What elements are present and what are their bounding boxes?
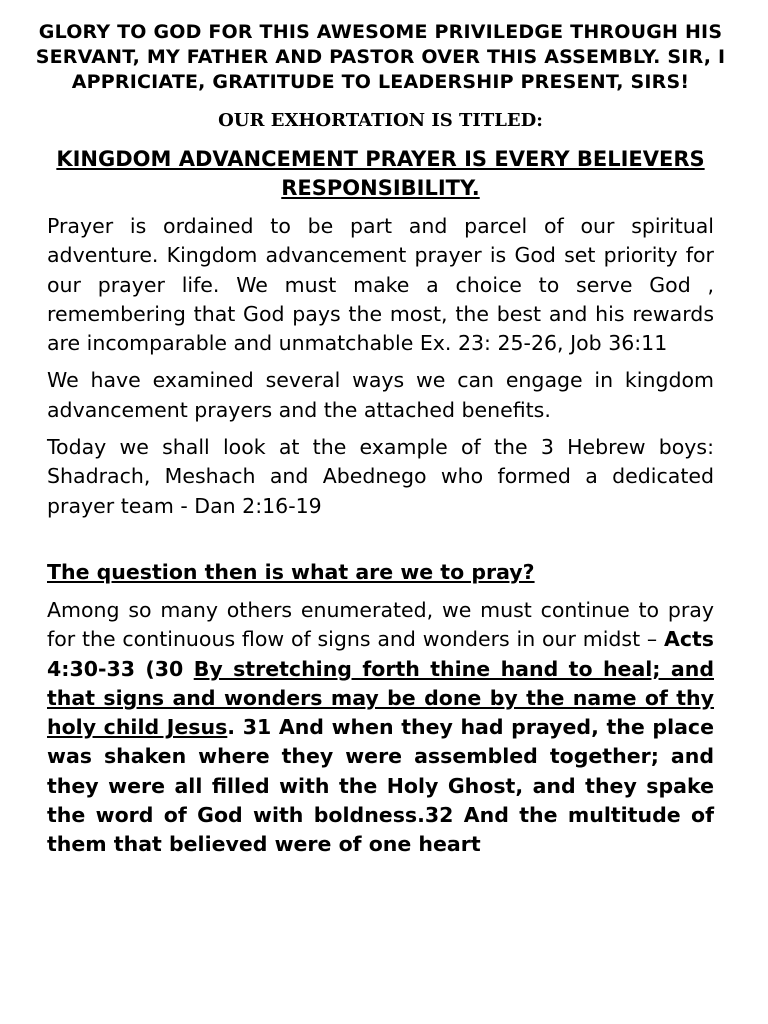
- scripture-underlined-quote: By stretching forth thine hand to heal; and that signs and wonders may be done by the name of thy holy child Jesus: [47, 656, 714, 740]
- paragraph-signs-and-wonders: [47, 596, 714, 860]
- exhortation-subtitle: OUR EXHORTATION IS TITLED:: [218, 110, 543, 131]
- document-title: KINGDOM ADVANCEMENT PRAYER IS EVERY BELIEVERS RESPONSIBILITY.: [56, 147, 705, 200]
- paragraph-prayer-ordained: Prayer is ordained to be part and parcel of our spiritual adventure. Kingdom advancement prayer is God set priority for our prayer life. We must make a choice to serve God , remembering that God pays the most, the best and his rewards are incomparable and unmatchable Ex. 23: 25-26, Job 36:11: [47, 214, 714, 356]
- paragraph-hebrew-boys: Today we shall look at the example of the 3 Hebrew boys: Shadrach, Meshach and Abednego who formed a dedicated prayer team - Dan 2:16-19: [47, 435, 714, 518]
- scripture-reference: Acts 4:30-33 (30: [47, 627, 714, 681]
- document-page: [35, 20, 726, 860]
- paragraph-examined-ways: We have examined several ways we can engage in kingdom advancement prayers and the attached benefits.: [47, 368, 714, 422]
- paragraph-lead-text: Among so many others enumerated, we must continue to pray for the continuous flow of signs and wonders in our midst –: [47, 597, 714, 652]
- question-heading: The question then is what are we to pray?: [47, 559, 535, 584]
- intro-heading: GLORY TO GOD FOR THIS AWESOME PRIVILEDGE THROUGH HIS SERVANT, MY FATHER AND PASTOR OVER THIS ASSEMBLY. SIR, I APPRICIATE, GRATITUDE TO LEADERSHIP PRESENT, SIRS!: [35, 21, 726, 93]
- scripture-quote-continued: . 31 And when they had prayed, the place was shaken where they were assembled together; and they were all filled with the Holy Ghost, and they spake the word of God with boldness.32 And the multitude of them that believed were of one heart: [47, 715, 714, 857]
